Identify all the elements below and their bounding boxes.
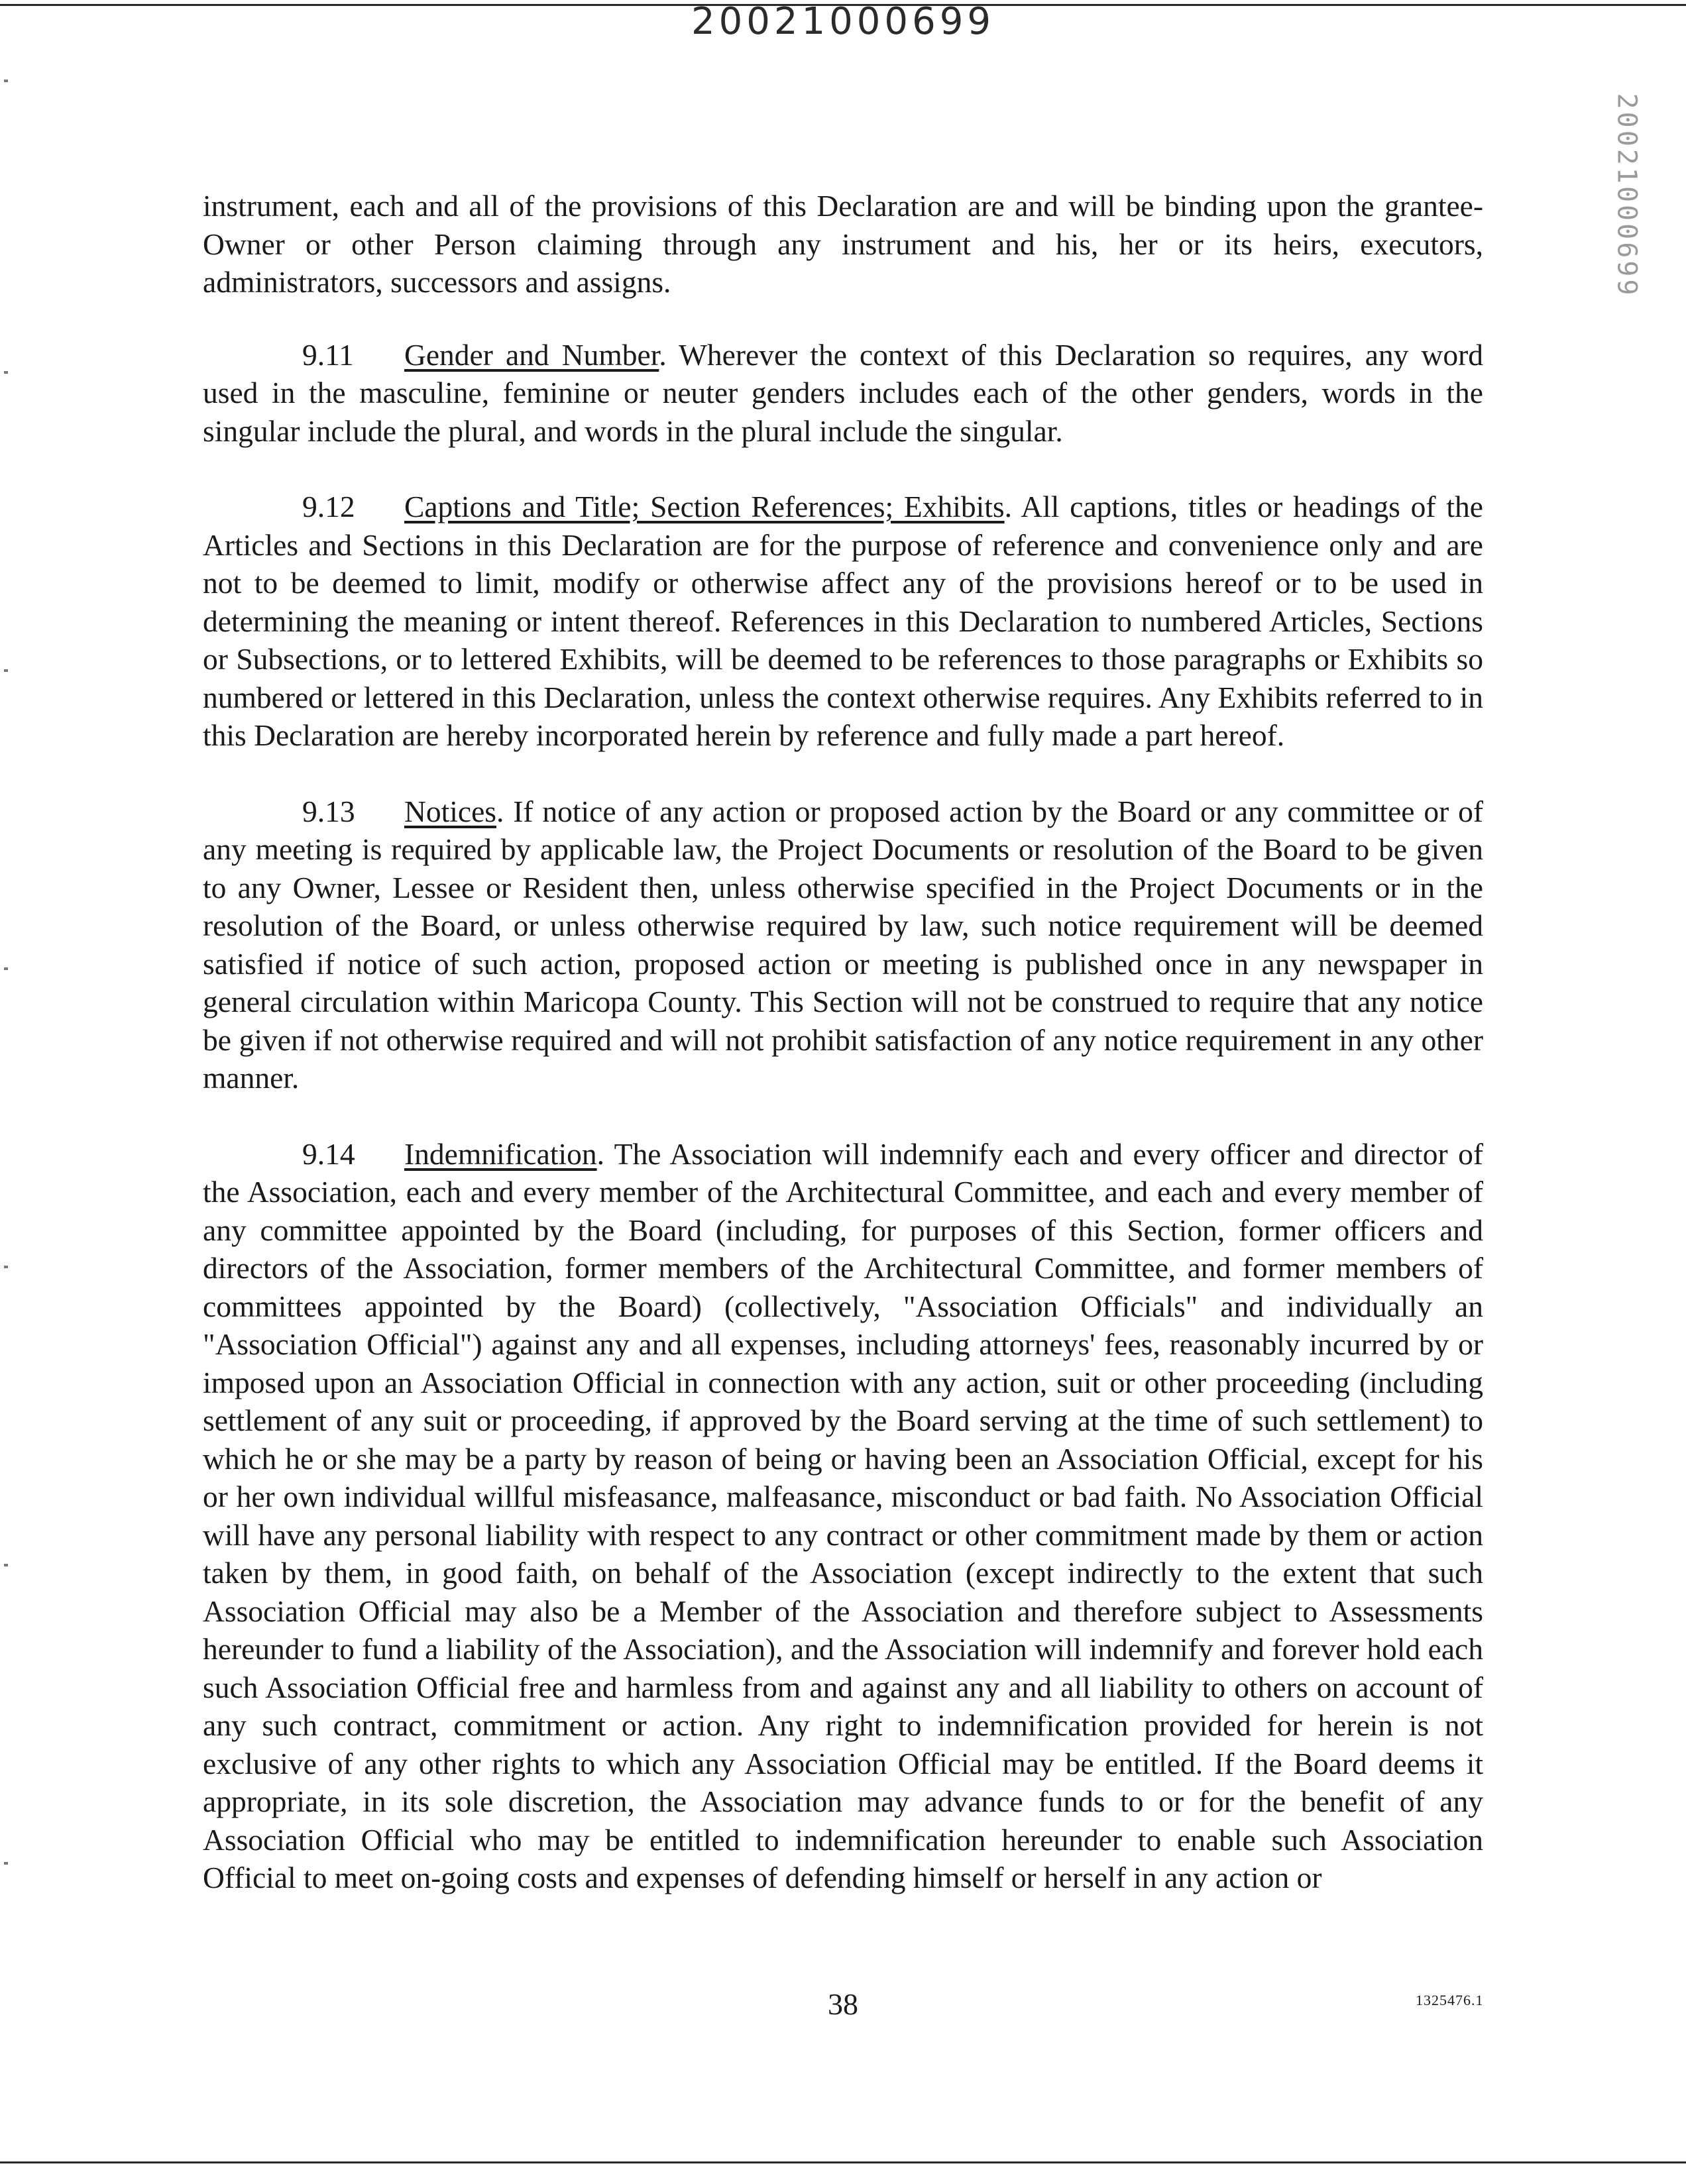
section-9-11 [203,336,1483,451]
section-text: . If notice of any action or proposed action by the Board or any committee or of any meeting is required by applicable law, the Project Documents or resolution of the Board to be given to any Owner, Lessee or Resident then, unless otherwise specified in the Project Documents or in the resolution of the Board, or unless otherwise required by law, such notice requirement will be deemed satisfied if notice of such action, proposed action or meeting is published once in any newspaper in general circulation within Maricopa County. This Section will not be construed to require that any notice be given if not otherwise required and will not prohibit satisfaction of any notice requirement in any other manner. [203,794,1483,1095]
margin-mark [4,669,8,672]
section-9-12 [203,488,1483,755]
section-9-14 [203,1135,1483,1897]
continuation-paragraph: instrument, each and all of the provisions of this Declaration are and will be binding upon the grantee-Owner or other Person claiming through any instrument and his, her or its heirs, executors, administrators, successors and assigns. [203,189,1483,299]
page-number: 38 [828,1987,858,2021]
section-heading: Indemnification [404,1136,597,1171]
margin-mark [4,371,8,374]
section-text: . All captions, titles or headings of the Articles and Sections in this Declaration are for the purpose of reference and convenience only and are not to be deemed to limit, modify or otherwise affect any of the provisions hereof or to be used in determining the meaning or intent thereof. References in this Declaration to numbered Articles, Sections or Subsections, or to lettered Exhibits, will be deemed to be references to those paragraphs or Exhibits so numbered or lettered in this Declaration, unless the context otherwise requires. Any Exhibits referred to in this Declaration are hereby incorporated herein by reference and fully made a part hereof. [203,490,1483,752]
side-stamp-text: 20021000699 [1611,93,1642,298]
section-number: 9.11 [302,337,354,372]
margin-mark [4,1564,8,1566]
section-number: 9.12 [302,490,355,523]
side-stamp [1606,93,1646,298]
page-body [203,187,1483,1935]
section-number: 9.14 [302,1136,355,1171]
section-text: . The Association will indemnify each and every officer and director of the Association, each and every member of the Architectural Committee, and each and every member of any committee appointed by the Board (including, for purposes of this Section, former officers and directors of the Association, former members of the Architectural Committee, and former members of committees appointed by the Board) (collectively, "Association Officials" and individually an "Association Official") against any and all expenses, including attorneys' fees, reasonably incurred by or imposed upon an Association Official in connection with any action, suit or other proceeding (including settlement of any suit or proceeding, if approved by the Board serving at the time of such settlement) to which he or she may be a party by reason of being or having been an Association Official, except for his or her own individual willful misfeasance, malfeasance, misconduct or bad faith. No Association Official will have any personal liability with respect to any contract or other commitment made by them or action taken by them, in good faith, on behalf of the Association (except indirectly to the extent that such Association Official may also be a Member of the Association and therefore subject to Assessments hereunder to fund a liability of the Association), and the Association will indemnify and forever hold each such Association Official free and harmless from and against any and all liability to others on account of any such contract, commitment or action. Any right to indemnification provided for herein is not exclusive of any other rights to which any Association Official may be entitled. If the Board deems it appropriate, in its sole discretion, the Association may advance funds to or for the benefit of any Association Official who may be entitled to indemnification hereunder to enable such Association Official to meet on-going costs and expenses of defending himself or herself in any action or [203,1136,1483,1894]
bottom-scan-rule [0,2161,1686,2163]
section-number: 9.13 [302,794,355,828]
section-heading: Captions and Title; Section References; Exhibits [404,490,1005,523]
margin-mark [4,1266,8,1268]
recording-number: 20021000699 [691,0,995,43]
margin-mark [4,1862,8,1865]
document-id: 1325476.1 [1416,1992,1484,2008]
margin-mark [4,967,8,970]
margin-mark [4,80,8,82]
section-heading: Notices [404,794,496,828]
section-9-13 [203,792,1483,1097]
section-text: . Wherever the context of this Declaration so requires, any word used in the masculine, feminine or neuter genders includes each of the other genders, words in the singular include the plural, and words in the plural include the singular. [203,337,1483,448]
section-heading: Gender and Number [404,337,659,372]
